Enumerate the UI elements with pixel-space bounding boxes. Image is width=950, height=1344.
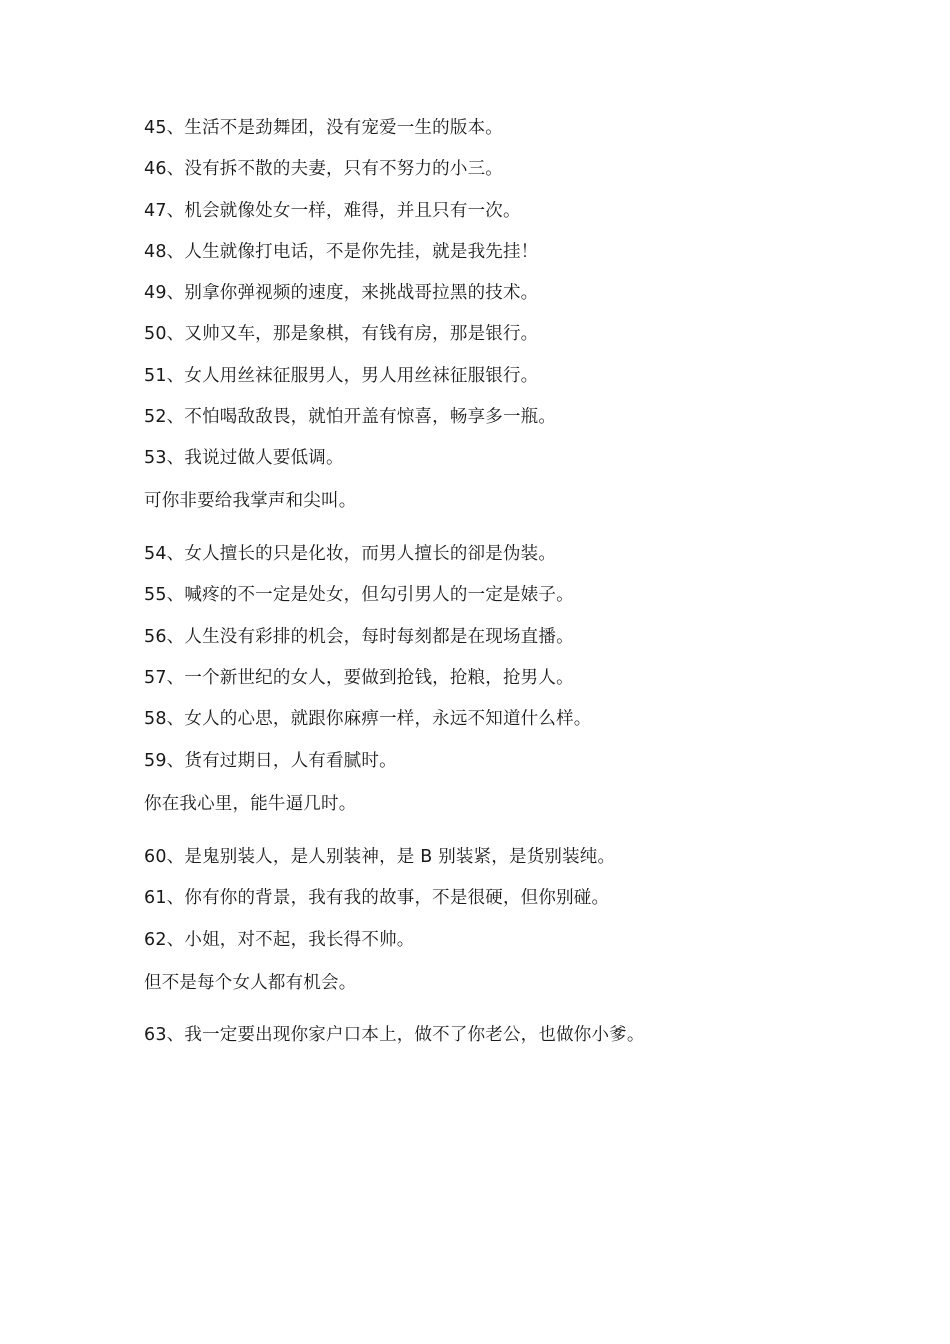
text-line: 53、我说过做人要低调。 xyxy=(144,448,344,468)
text-line: 50、又帅又车，那是象棋，有钱有房，那是银行。 xyxy=(144,324,539,344)
text-line: 51、女人用丝袜征服男人，男人用丝袜征服银行。 xyxy=(144,366,539,386)
text-line: 你在我心里，能牛逼几时。 xyxy=(144,794,357,814)
text-line: 55、喊疼的不一定是处女，但勾引男人的一定是婊子。 xyxy=(144,585,574,605)
text-line: 45、生活不是劲舞团，没有宠爱一生的版本。 xyxy=(144,118,503,138)
text-line: 54、女人擅长的只是化妆，而男人擅长的卻是伪装。 xyxy=(144,544,557,564)
text-line: 59、货有过期日，人有看腻时。 xyxy=(144,751,397,771)
text-line: 52、不怕喝敌敌畏，就怕开盖有惊喜，畅享多一瓶。 xyxy=(144,407,557,427)
text-line: 61、你有你的背景，我有我的故事，不是很硬，但你别碰。 xyxy=(144,888,610,908)
text-line: 56、人生没有彩排的机会，每时每刻都是在现场直播。 xyxy=(144,627,574,647)
text-line: 57、一个新世纪的女人，要做到抢钱，抢粮，抢男人。 xyxy=(144,668,574,688)
text-line: 49、别拿你弹视频的速度，来挑战哥拉黑的技术。 xyxy=(144,283,539,303)
text-line: 48、人生就像打电话，不是你先挂，就是我先挂！ xyxy=(144,242,539,262)
text-line: 63、我一定要出现你家户口本上，做不了你老公，也做你小爹。 xyxy=(144,1025,645,1045)
text-line: 62、小姐，对不起，我长得不帅。 xyxy=(144,930,415,950)
text-line: 46、没有拆不散的夫妻，只有不努力的小三。 xyxy=(144,159,503,179)
text-line: 可你非要给我掌声和尖叫。 xyxy=(144,491,357,511)
text-line: 47、机会就像处女一样，难得，并且只有一次。 xyxy=(144,201,521,221)
text-line: 60、是鬼别装人，是人别装神，是 B 别装紧，是货别装纯。 xyxy=(144,847,616,867)
text-line: 但不是每个女人都有机会。 xyxy=(144,973,357,993)
text-line: 58、女人的心思，就跟你麻痹一样，永远不知道什么样。 xyxy=(144,709,592,729)
